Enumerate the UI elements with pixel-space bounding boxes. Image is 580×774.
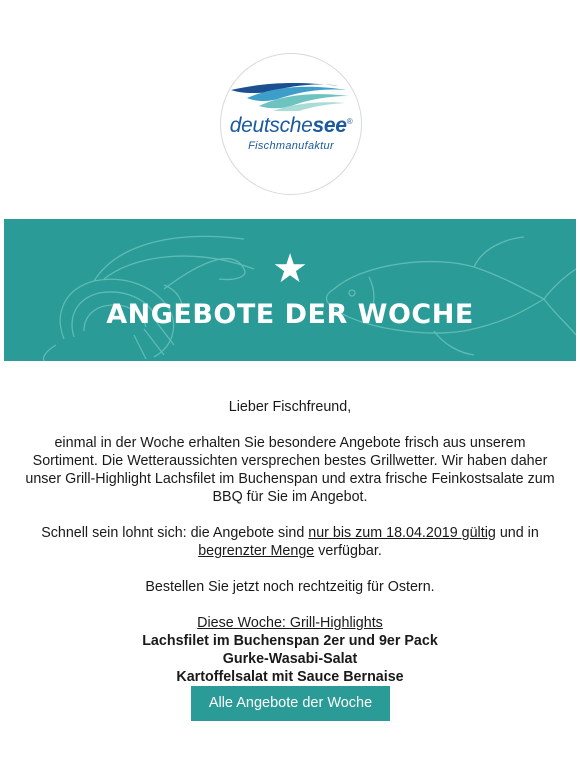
hero-banner[interactable]: [4, 219, 576, 361]
brand-light: deutsche: [229, 114, 313, 137]
intro-paragraph: einmal in der Woche erhalten Sie besondere Angebote frisch aus unserem Sortiment. Die Wetteraussichten versprechen bestes Grillwetter. Wir haben daher unser Grill-Highlight Lachsfilet im Buchenspan und extra frische Feinkostsalate zum BBQ für Sie im Angebot.: [25, 435, 555, 505]
banner-title: ANGEBOTE DER WOCHE: [106, 299, 474, 330]
star-icon: ★: [272, 247, 308, 291]
all-offers-button[interactable]: Alle Angebote der Woche: [191, 686, 390, 721]
brand-wordmark: [221, 114, 361, 138]
limited-quantity-link[interactable]: begrenzter Menge: [198, 543, 315, 559]
validity-link[interactable]: nur bis zum 18.04.2019 gültig: [308, 525, 496, 541]
highlights-heading[interactable]: Diese Woche: Grill-Highlights: [197, 615, 383, 631]
brand-logo[interactable]: [220, 53, 362, 195]
highlight-item: Kartoffelsalat mit Sauce Bernaise: [176, 669, 404, 685]
hurry-paragraph: [20, 524, 560, 560]
highlight-item: Lachsfilet im Buchenspan 2er und 9er Pack: [142, 633, 438, 649]
hurry-prefix: Schnell sein lohnt sich: die Angebote sind: [41, 525, 309, 541]
greeting: Lieber Fischfreund,: [228, 399, 352, 415]
registered-mark: ®: [346, 117, 353, 126]
hurry-suffix: verfügbar.: [314, 543, 382, 559]
hurry-mid: und in: [495, 525, 539, 541]
brand-tagline: Fischmanufaktur: [248, 140, 334, 152]
brand-bold: see: [312, 114, 347, 137]
email-body: [20, 398, 560, 686]
easter-note: Bestellen Sie jetzt noch rechtzeitig für Ostern.: [145, 579, 435, 595]
wave-logo-icon: [229, 76, 353, 112]
highlight-item: Gurke-Wasabi-Salat: [222, 651, 358, 667]
